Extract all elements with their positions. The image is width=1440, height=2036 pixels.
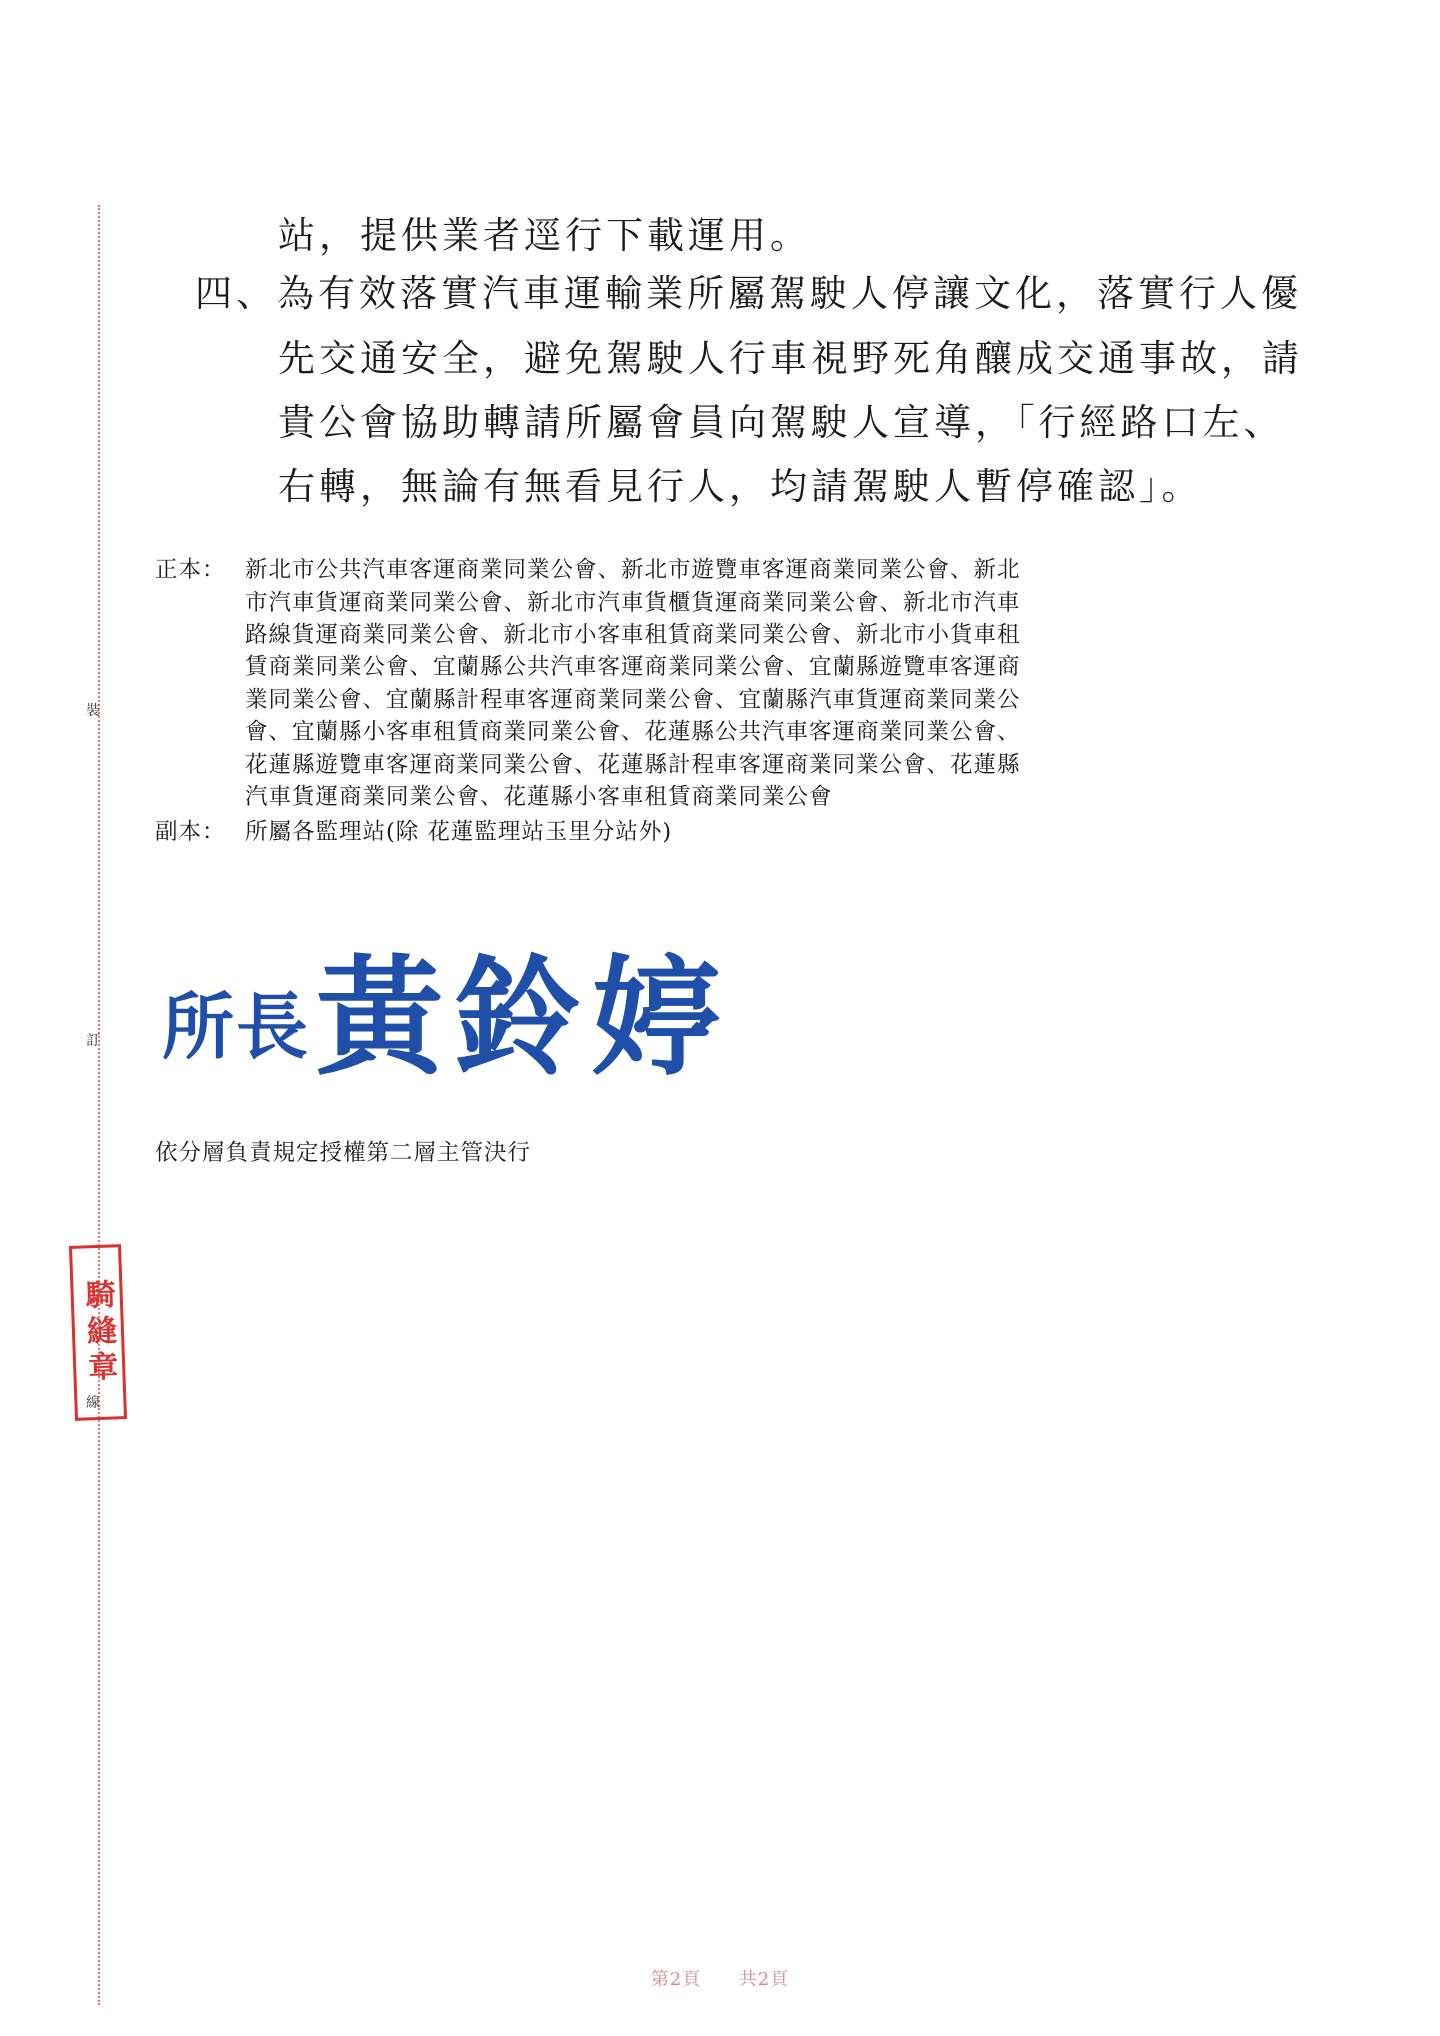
main-recipients-line: 業同業公會、宜蘭縣計程車客運商業同業公會、宜蘭縣汽車貨運商業同業公	[245, 687, 1021, 713]
main-recipients-line: 賃商業同業公會、宜蘭縣公共汽車客運商業同業公會、宜蘭縣遊覽車客運商	[245, 654, 1021, 680]
main-recipients-line: 市汽車貨運商業同業公會、新北市汽車貨櫃貨運商業同業公會、新北市汽車	[245, 590, 1021, 616]
page-footer	[0, 1965, 1440, 1991]
signature-title: 所長	[162, 984, 311, 1069]
binding-mark-zhuang: 裝	[86, 703, 100, 719]
main-recipients-line: 會、宜蘭縣小客車租賃商業同業公會、花蓮縣公共汽車客運商業同業公會、	[245, 719, 1021, 745]
main-recipients-line: 路線貨運商業同業公會、新北市小客車租賃商業同業公會、新北市小貨車租	[245, 622, 1021, 648]
copy-recipients-text: 所屬各監理站(除 花蓮監理站玉里分站外)	[245, 819, 673, 845]
seam-stamp	[69, 1244, 127, 1421]
main-recipients-line: 汽車貨運商業同業公會、花蓮縣小客車租賃商業同業公會	[245, 784, 833, 810]
item-4-line-4: 右轉，無論有無看見行人，均請駕駛人暫停確認」。	[278, 465, 1203, 508]
signature-name: 黃鈴婷	[315, 943, 730, 1093]
binding-mark-ding: 訂	[86, 1033, 100, 1049]
item-4-line-1: 四、為有效落實汽車運輸業所屬駕駛人停讓文化，落實行人優	[195, 272, 1302, 315]
authorization-note: 依分層負責規定授權第二層主管決行	[155, 1140, 532, 1166]
body-line-1: 站，提供業者逕行下載運用。	[278, 214, 811, 257]
item-4-line-3: 貴公會協助轉請所屬會員向駕駛人宣導，「行經路口左、	[278, 401, 1285, 444]
binding-mark-xian: 線	[86, 1395, 100, 1411]
seam-stamp-text: 騎縫章	[79, 1277, 118, 1388]
main-recipients-label: 正本：	[155, 557, 226, 583]
main-recipients-line: 新北市公共汽車客運商業同業公會、新北市遊覽車客運商業同業公會、新北	[245, 557, 1021, 583]
item-4-line-2: 先交通安全，避免駕駛人行車視野死角釀成交通事故，請	[278, 337, 1303, 380]
binding-line	[98, 205, 100, 2005]
page-number: 第2頁	[650, 1969, 702, 1990]
director-signature	[162, 915, 730, 1099]
page-total: 共2頁	[738, 1969, 790, 1990]
copy-recipients-label: 副本：	[155, 819, 226, 845]
main-recipients-line: 花蓮縣遊覽車客運商業同業公會、花蓮縣計程車客運商業同業公會、花蓮縣	[245, 752, 1021, 778]
